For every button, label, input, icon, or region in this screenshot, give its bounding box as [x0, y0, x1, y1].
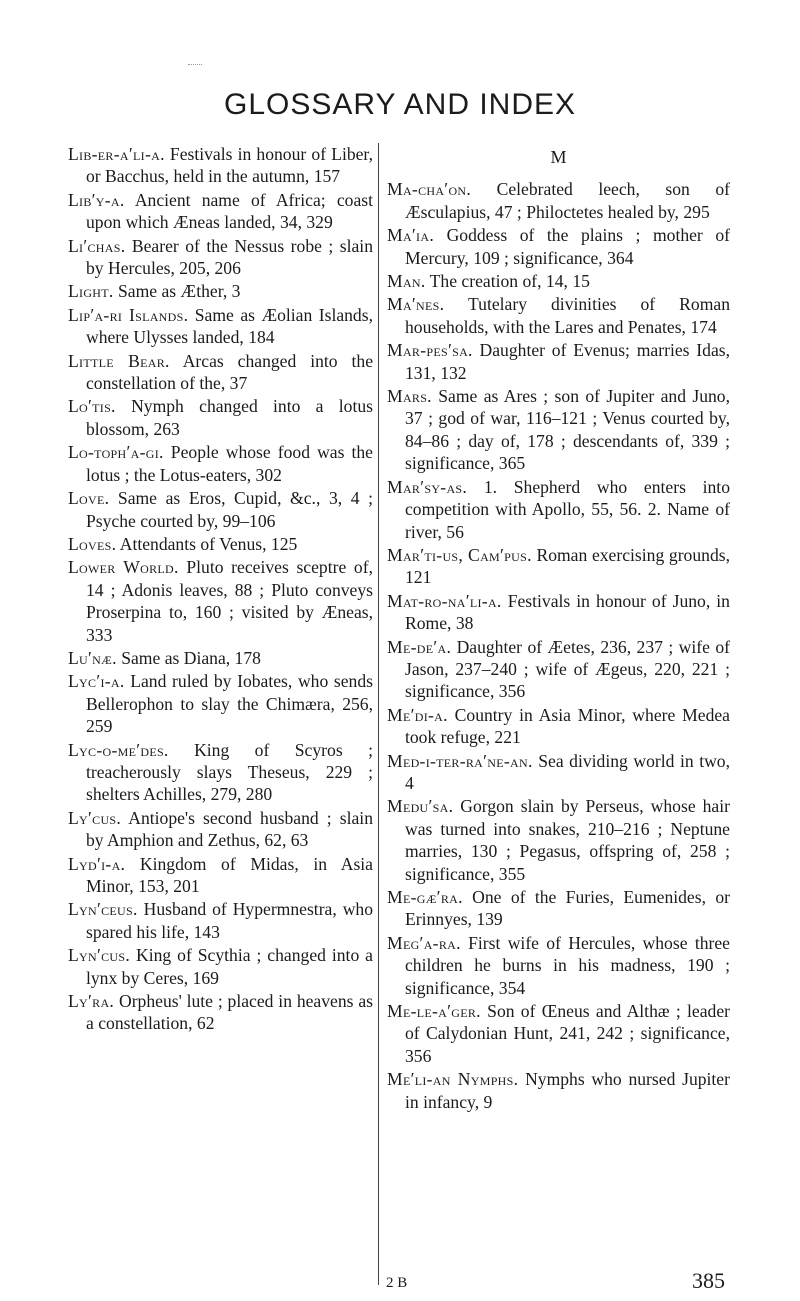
glossary-entry: [68, 898, 373, 943]
right-entries: [387, 178, 730, 1113]
entry-text: King of Scyros ; treacherously slays Theseus, 229 ; shelters Achilles, 279, 280: [86, 739, 373, 805]
glossary-entry: [68, 739, 373, 806]
glossary-entry: [68, 235, 373, 280]
entry-headword: Lyn′cus.: [68, 945, 131, 966]
glossary-entry: [68, 853, 373, 898]
glossary-entry: [387, 886, 730, 931]
glossary-entry: [387, 224, 730, 269]
entry-headword: Lo′tis.: [68, 396, 116, 417]
entry-headword: Mars.: [387, 386, 432, 407]
entry-text: Nymphs who nursed Jupiter in infancy, 9: [405, 1069, 730, 1112]
glossary-entry: [387, 544, 730, 589]
glossary-entry: [68, 143, 373, 188]
entry-headword: Me′di-a.: [387, 704, 448, 725]
entry-text: First wife of Hercules, whose three children he burns in his madness, 190 ; significance, 354: [405, 932, 730, 998]
glossary-entry: [387, 636, 730, 703]
glossary-entry: [68, 189, 373, 234]
entry-text: The creation of, 14, 15: [429, 271, 590, 292]
entry-headword: Me-le-a′ger.: [387, 1001, 481, 1022]
entry-text: Husband of Hypermnestra, who spared his life, 143: [86, 899, 373, 942]
entry-headword: Lyn′ceus.: [68, 899, 138, 920]
entry-text: Festivals in honour of Juno, in Rome, 38: [405, 590, 730, 634]
entry-headword: Lib′y-a.: [68, 189, 125, 210]
glossary-entry: [387, 1000, 730, 1067]
glossary-entry: [68, 556, 373, 646]
entry-text: 1. Shepherd who enters into competition with Apollo, 55, 56. 2. Name of river, 56: [405, 476, 730, 542]
entry-headword: Mar′sy-as.: [387, 476, 468, 497]
entry-headword: Light.: [68, 281, 114, 302]
entry-text: Same as Æolian Islands, where Ulysses landed, 184: [86, 304, 373, 348]
entry-headword: Me-de′a.: [387, 636, 452, 657]
entry-text: Sea dividing world in two, 4: [405, 750, 730, 793]
section-letter: M: [550, 147, 567, 167]
glossary-entry: [387, 270, 730, 292]
entry-text: Daughter of Evenus; marries Idas, 131, 132: [405, 340, 730, 383]
entry-headword: Me′li-an Nymphs.: [387, 1069, 519, 1090]
glossary-entry: [68, 990, 373, 1035]
entry-text: King of Scythia ; changed into a lynx by Ceres, 169: [86, 945, 373, 988]
glossary-entry: [68, 280, 373, 302]
entry-headword: Love.: [68, 488, 110, 509]
entry-headword: Lower World.: [68, 557, 179, 578]
entry-text: Tutelary divinities of Roman households, with the Lares and Penates, 174: [405, 294, 730, 337]
entry-text: One of the Furies, Eumenides, or Erinnyes, 139: [405, 887, 730, 930]
glossary-entry: [387, 590, 730, 635]
glossary-entry: [387, 293, 730, 338]
entry-headword: Me-gæ′ra.: [387, 887, 463, 907]
glossary-entry: [387, 932, 730, 999]
entry-text: Gorgon slain by Perseus, whose hair was turned into snakes, 210–216 ; Neptune marries, 130 ; Pegasus, offspring of, 258 ; significance, 355: [405, 796, 730, 884]
entry-text: Bearer of the Nessus robe ; slain by Hercules, 205, 206: [86, 235, 373, 279]
entry-text: Ancient name of Africa; coast upon which Æneas landed, 34, 329: [86, 189, 373, 233]
glossary-entry: [387, 476, 730, 543]
entry-text: Country in Asia Minor, where Medea took refuge, 221: [405, 704, 730, 748]
entry-headword: Ma-cha′on.: [387, 179, 472, 200]
entry-text: Pluto receives sceptre of, 14 ; Adonis leaves, 88 ; Pluto conveys Proserpina to, 160 ; visited by Æneas, 333: [86, 557, 373, 645]
entry-headword: Lyd′i-a.: [68, 853, 126, 874]
entry-headword: Meg′a-ra.: [387, 932, 461, 953]
entry-headword: Ma′ia.: [387, 225, 435, 246]
entry-headword: Lip′a-ri Islands.: [68, 304, 189, 325]
entry-headword: Medu′sa.: [387, 796, 454, 817]
entry-headword: Lo-toph′a-gi.: [68, 442, 164, 463]
entry-text: Antiope's second husband ; slain by Amphion and Zethus, 62, 63: [86, 807, 373, 851]
glossary-entry: [68, 441, 373, 486]
entry-headword: Lu′næ.: [68, 647, 117, 668]
entry-headword: Ly′ra.: [68, 991, 115, 1012]
entry-text: Daughter of Æetes, 236, 237 ; wife of Jason, 237–240 ; wife of Ægeus, 220, 221 ; significance, 356: [405, 636, 730, 702]
entry-headword: Lib-er-a′li-a.: [68, 144, 165, 164]
entry-text: Same as Æther, 3: [118, 281, 241, 302]
page-title: GLOSSARY AND INDEX: [223, 88, 576, 121]
entry-text: Orpheus' lute ; placed in heavens as a constellation, 62: [86, 991, 373, 1034]
signature-mark: 2 B: [386, 1275, 408, 1291]
glossary-entry: [68, 944, 373, 989]
glossary-entry: [68, 807, 373, 852]
entry-headword: Loves.: [68, 533, 117, 554]
glossary-entry: [68, 350, 373, 395]
entry-text: Kingdom of Midas, in Asia Minor, 153, 201: [86, 853, 373, 896]
entry-headword: Little Bear.: [68, 350, 170, 371]
entry-headword: Mat-ro-na′li-a.: [387, 590, 502, 611]
entry-text: People whose food was the lotus ; the Lotus-eaters, 302: [86, 442, 373, 485]
entry-headword: Man.: [387, 271, 426, 292]
entry-headword: Lyc-o-me′des.: [68, 739, 169, 760]
glossary-entry: [68, 395, 373, 440]
glossary-entry: [387, 1068, 730, 1113]
entry-headword: Ma′nes.: [387, 294, 445, 315]
glossary-entry: [387, 795, 730, 885]
entry-text: Celebrated leech, son of Æsculapius, 47 ; Philoctetes healed by, 295: [405, 179, 730, 222]
glossary-entry: [387, 704, 730, 749]
glossary-entry: [387, 339, 730, 384]
glossary-entry: [387, 750, 730, 795]
entry-text: Arcas changed into the constellation of the, 37: [86, 350, 373, 394]
glossary-entry: [68, 304, 373, 349]
entry-text: Land ruled by Iobates, who sends Bellerophon to slay the Chimæra, 256, 259: [86, 671, 373, 737]
entry-headword: Mar-pes′sa.: [387, 340, 473, 361]
entry-text: Roman exercising grounds, 121: [405, 544, 730, 588]
entry-text: Son of Œneus and Althæ ; leader of Calydonian Hunt, 241, 242 ; significance, 356: [405, 1001, 731, 1066]
entry-text: Same as Eros, Cupid, &c., 3, 4 ; Psyche courted by, 99–106: [86, 488, 373, 531]
entry-text: Same as Ares ; son of Jupiter and Juno, 37 ; god of war, 116–121 ; Venus courted by, 84–86 ; day of, 178 ; descendants of, 339 ; significance, 365: [405, 386, 730, 474]
page-number: 385: [692, 1268, 725, 1293]
glossary-entry: [387, 178, 730, 223]
entry-headword: Mar′ti-us, Cam′pus.: [387, 544, 532, 565]
right-column: [387, 143, 730, 1114]
entry-headword: Med-i-ter-ra′ne-an.: [387, 750, 533, 771]
entry-text: Goddess of the plains ; mother of Mercury, 109 ; significance, 364: [405, 225, 730, 268]
entry-headword: Ly′cus.: [68, 807, 122, 828]
glossary-entry: [68, 670, 373, 737]
column-divider: [378, 143, 379, 1285]
entry-text: Same as Diana, 178: [121, 647, 261, 668]
left-column: [68, 143, 373, 1036]
entry-text: Nymph changed into a lotus blossom, 263: [86, 396, 373, 439]
entry-headword: Li′chas.: [68, 235, 126, 256]
entry-text: Festivals in honour of Liber, or Bacchus, held in the autumn, 157: [86, 144, 373, 187]
glossary-entry: [68, 533, 373, 555]
entry-headword: Lyc′i-a.: [68, 671, 125, 692]
entry-text: Attendants of Venus, 125: [119, 533, 298, 554]
stray-mark: [188, 64, 202, 69]
glossary-entry: [68, 647, 373, 669]
glossary-entry: [387, 385, 730, 475]
glossary-entry: [68, 487, 373, 532]
